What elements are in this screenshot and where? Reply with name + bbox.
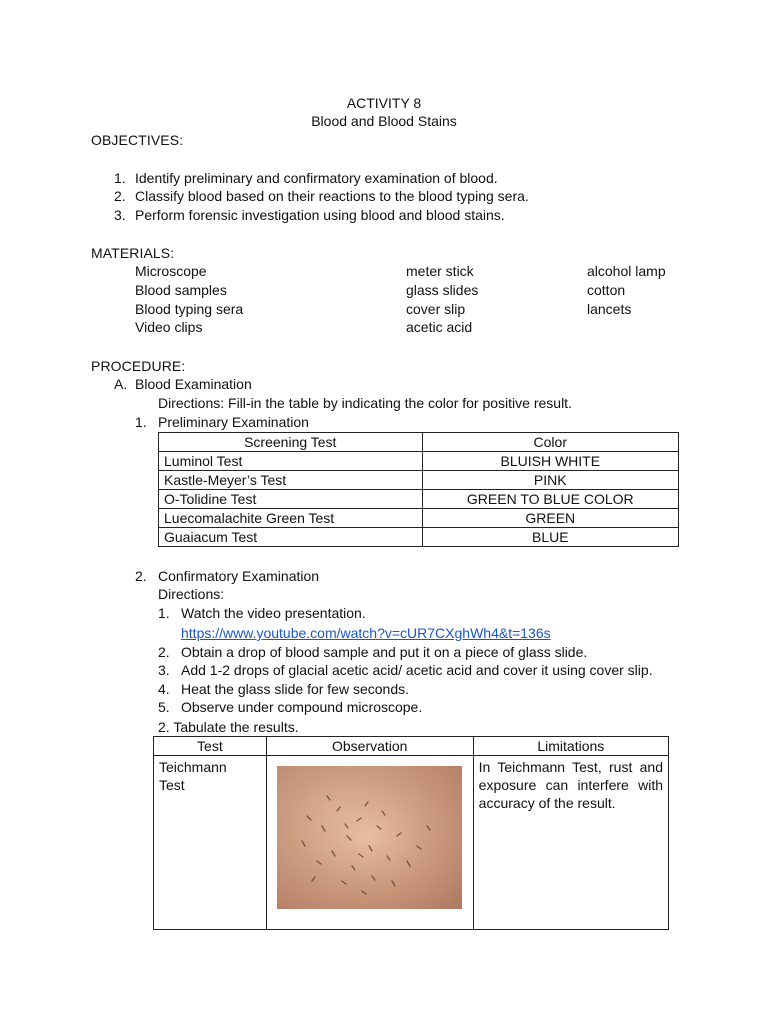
- color-cell: GREEN TO BLUE COLOR: [422, 490, 678, 509]
- video-link[interactable]: https://www.youtube.com/watch?v=cUR7CXghWh4&t=136s: [181, 625, 551, 641]
- screening-test-cell: Luminol Test: [159, 452, 423, 471]
- step-text: Heat the glass slide for few seconds.: [181, 681, 410, 697]
- material-item: meter stick: [406, 263, 474, 279]
- objective-text: Identify preliminary and confirmatory examination of blood.: [135, 170, 498, 186]
- step-text: Add 1-2 drops of glacial acetic acid/ acetic acid and cover it using cover slip.: [181, 662, 653, 678]
- table-row: [159, 490, 679, 509]
- confirm-directions: Directions:: [158, 586, 225, 602]
- table-header-row: [154, 737, 669, 756]
- step-number: 3.: [158, 662, 170, 678]
- screening-test-cell: Kastle-Meyer’s Test: [159, 471, 423, 490]
- confirm-number: 2.: [135, 568, 147, 584]
- material-item: cotton: [587, 282, 626, 298]
- table-row: [159, 452, 679, 471]
- material-item: alcohol lamp: [587, 263, 666, 279]
- material-item: Blood samples: [135, 282, 227, 298]
- step-text: Observe under compound microscope.: [181, 699, 423, 715]
- table-row: [154, 756, 669, 930]
- activity-title: ACTIVITY 8: [346, 95, 422, 111]
- prelim-title: Preliminary Examination: [158, 414, 309, 430]
- table-header: Limitations: [473, 737, 668, 756]
- step-text: Watch the video presentation.: [181, 605, 366, 621]
- teichmann-crystals-image: [277, 766, 462, 909]
- limitations-text: In Teichmann Test, rust and exposure can interfere with accuracy of the result.: [478, 759, 663, 811]
- color-cell: GREEN: [422, 509, 678, 528]
- table-header: Color: [422, 433, 678, 452]
- step-text: Obtain a drop of blood sample and put it on a piece of glass slide.: [181, 644, 588, 660]
- procedure-heading: PROCEDURE:: [91, 358, 186, 374]
- table-header: Observation: [266, 737, 473, 756]
- prelim-number: 1.: [135, 414, 147, 430]
- preliminary-table: [158, 432, 679, 547]
- material-item: Blood typing sera: [135, 301, 244, 317]
- color-cell: PINK: [422, 471, 678, 490]
- step-number: 1.: [158, 605, 170, 621]
- table-header: Test: [154, 737, 267, 756]
- color-cell: BLUE: [422, 528, 678, 547]
- test-name: Teichmann Test: [159, 759, 227, 793]
- microscope-image: [277, 766, 462, 909]
- table-row: [159, 509, 679, 528]
- table-row: [159, 471, 679, 490]
- test-name-cell: [154, 756, 267, 930]
- results-table: [153, 736, 669, 930]
- step-number: 5.: [158, 699, 170, 715]
- material-item: glass slides: [406, 282, 479, 298]
- table-row: [159, 528, 679, 547]
- objective-number: 1.: [114, 170, 126, 186]
- limitations-cell: [473, 756, 668, 930]
- directions-text: Directions: Fill-in the table by indicating the color for positive result.: [158, 395, 572, 411]
- material-item: cover slip: [406, 301, 466, 317]
- step-number: 4.: [158, 681, 170, 697]
- observation-cell: [266, 756, 473, 930]
- material-item: acetic acid: [406, 319, 473, 335]
- objectives-heading: OBJECTIVES:: [91, 132, 184, 148]
- material-item: Microscope: [135, 263, 207, 279]
- objective-number: 2.: [114, 188, 126, 204]
- activity-subtitle: Blood and Blood Stains: [311, 113, 457, 129]
- material-item: Video clips: [135, 319, 203, 335]
- step-number: 2.: [158, 644, 170, 660]
- section-a-letter: A.: [114, 376, 128, 392]
- material-item: lancets: [587, 301, 632, 317]
- color-cell: BLUISH WHITE: [422, 452, 678, 471]
- tabulate-instruction: 2. Tabulate the results.: [158, 719, 299, 735]
- materials-heading: MATERIALS:: [91, 245, 175, 261]
- table-header-row: [159, 433, 679, 452]
- section-a-title: Blood Examination: [135, 376, 252, 392]
- objective-text: Perform forensic investigation using blood and blood stains.: [135, 207, 505, 223]
- objective-text: Classify blood based on their reactions to the blood typing sera.: [135, 188, 529, 204]
- screening-test-cell: Luecomalachite Green Test: [159, 509, 423, 528]
- objective-number: 3.: [114, 207, 126, 223]
- table-header: Screening Test: [159, 433, 423, 452]
- screening-test-cell: Guaiacum Test: [159, 528, 423, 547]
- screening-test-cell: O-Tolidine Test: [159, 490, 423, 509]
- confirm-title: Confirmatory Examination: [158, 568, 320, 584]
